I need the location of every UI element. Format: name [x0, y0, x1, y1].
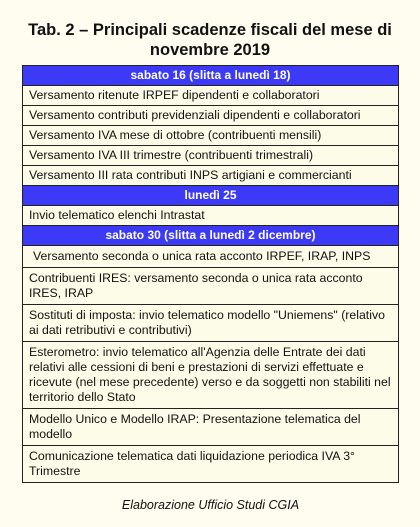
table-row: Sostituti di imposta: invio telematico modello "Uniemens" (relativo ai dati retributivi e contributivi) [23, 305, 398, 342]
table-row: Versamento contributi previdenziali dipendenti e collaboratori [23, 106, 398, 126]
table-row: Versamento IVA III trimestre (contribuenti trimestrali) [23, 146, 398, 166]
table-row: Versamento ritenute IRPEF dipendenti e collaboratori [23, 86, 398, 106]
section-header-sabato-30: sabato 30 (slitta a lunedì 2 dicembre) [23, 226, 398, 246]
table-row: Versamento III rata contributi INPS artigiani e commercianti [23, 166, 398, 186]
table-row: Modello Unico e Modello IRAP: Presentazione telematica del modello [23, 409, 398, 446]
table-row: Versamento seconda o unica rata acconto IRPEF, IRAP, INPS [23, 246, 398, 268]
deadlines-table [22, 65, 399, 483]
table-row: Comunicazione telematica dati liquidazione periodica IVA 3° Trimestre [29, 449, 355, 478]
section-header-sabato-16: sabato 16 (slitta a lunedì 18) [23, 66, 398, 86]
table-row: Versamento IVA mese di ottobre (contribuenti mensili) [23, 126, 398, 146]
section-header-lunedi-25: lunedì 25 [23, 186, 398, 206]
table-row: Invio telematico elenchi Intrastat [23, 206, 398, 226]
table-row: Esterometro: invio telematico all'Agenzia delle Entrate dei dati relativi alle cessioni di beni e prestazioni di servizi effettuate e ricevute (nel mese precedente) verso e da soggetti non stabiliti nel territorio dello Stato [23, 342, 398, 409]
table-row: Contribuenti IRES: versamento seconda o unica rata acconto IRES, IRAP [23, 268, 398, 305]
source-caption: Elaborazione Ufficio Studi CGIA [121, 498, 300, 512]
table-title: Tab. 2 – Principali scadenze fiscali del mese di novembre 2019 [28, 21, 392, 59]
